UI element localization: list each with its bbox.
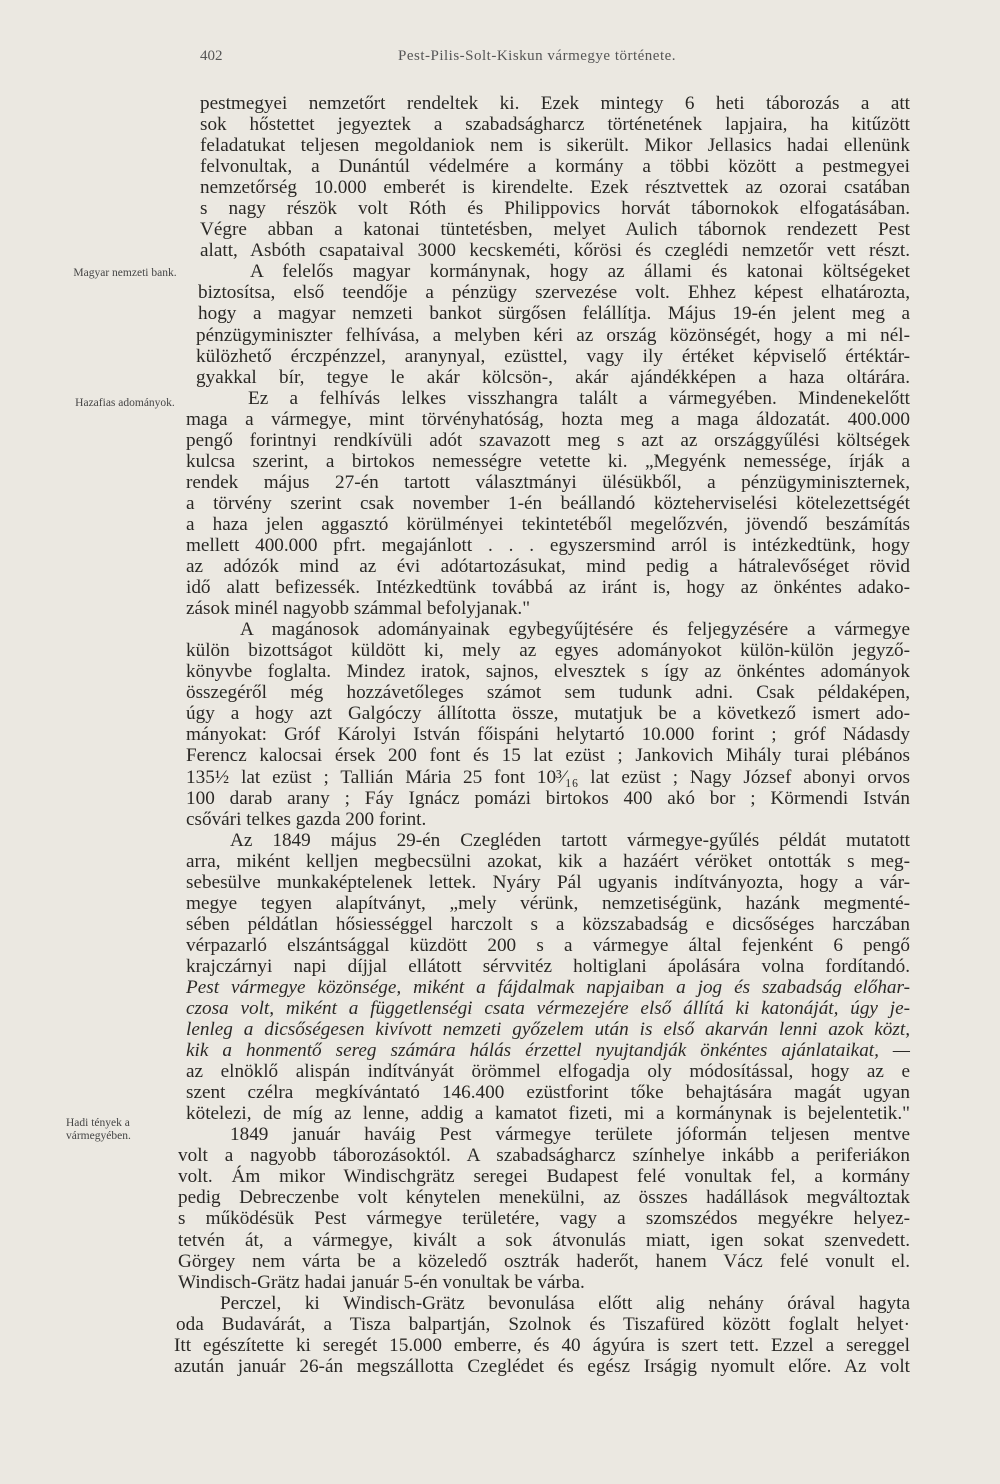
text-line: pénzügyminiszter felhívása, a melyben kéri az ország közönségét, hogy a mi nél-: [196, 324, 910, 346]
text-line: A felelős magyar kormánynak, hogy az állami és katonai költségeket: [250, 261, 910, 283]
text-line: nemzetőrség 10.000 emberét is kirendelte. Ezek résztvettek az ozorai csatában: [200, 177, 910, 199]
text-line: felvonultak, a Dunántúl védelmére a kormány a többi között a pestmegyei: [200, 156, 910, 178]
text-line: feladatukat teljesen megoldaniok nem is sikerült. Mikor Jellasics hadai ellenünk: [200, 135, 910, 157]
text-line: volt. Ám mikor Windischgrätz seregei Budapest felé vonultak fel, a kormány: [178, 1166, 910, 1188]
text-line: lenleg a dicsőségesen kivívott nemzeti győzelem után is első akarván lenni azok közt,: [186, 1019, 910, 1041]
text-line: könyvbe foglalta. Mindez iratok, sajnos, elvesztek s így az önkéntes adományok: [186, 661, 910, 683]
text-line: Ez a felhívás lelkes visszhangra talált a vármegyében. Mindenekelőtt: [248, 387, 910, 409]
page-number: 402: [200, 48, 223, 64]
text-line: Végre abban a katonai tüntetésben, melyet Aulich tábornok rendezett Pest: [200, 219, 910, 241]
text-line: 1849 január haváig Pest vármegye területe jóformán teljesen mentve: [230, 1124, 910, 1146]
text-line: sében példátlan hősiességgel harczolt s a közszabadság e dicsőséges harczában: [186, 913, 910, 935]
text-line: mányokat: Gróf Károlyi István főispáni helytartó 10.000 forint ; gróf Nádasdy: [186, 724, 910, 746]
text-line: zások minél nagyobb számmal befolyjanak.": [186, 598, 531, 620]
text-line: s nagy részök volt Róth és Philippovics horvát tábornokok elfogatásában.: [200, 198, 910, 220]
text-line: czosa volt, miként a függetlenségi csata vérmezejére első állítá ki katonáját, úgy je-: [186, 998, 910, 1020]
text-line: mellett 400.000 pfrt. megajánlott . . . egyszersmind arról is intézkedtünk, hogy: [186, 534, 910, 556]
margin-note-patriotic-donations: Hazafias adományok.: [75, 397, 175, 409]
body-text: [170, 93, 910, 1377]
text-line: csővári telkes gazda 200 forint.: [186, 808, 427, 830]
text-line: maga a vármegye, mint törvényhatóság, hozta meg a maga áldozatát. 400.000: [186, 408, 910, 430]
text-line: krajczárnyi napi díjjal ellátott sérvvitéz holtiglani ápolására volna fordítandó.: [186, 955, 910, 977]
margin-note-national-bank: Magyar nemzeti bank.: [73, 267, 177, 279]
text-line: idő alatt befizessék. Intézkedtünk továbbá az iránt is, hogy az önkéntes adako-: [186, 577, 910, 599]
text-line: Itt egészítette ki seregét 15.000 emberre, és 40 ágyúra is szert tett. Ezzel a sereggel: [174, 1334, 910, 1356]
text-line: Perczel, ki Windisch-Grätz bevonulása előtt alig nehány órával hagyta: [220, 1292, 910, 1314]
text-line: alatt, Asbóth csapataival 3000 kecskeméti, kőrösi és czeglédi nemzetőr vett részt.: [200, 240, 910, 262]
text-line: külözhető érczpénzzel, aranynyal, ezüsttel, vagy ily értéket képviselő értéktár-: [196, 345, 910, 367]
text-line: volt a nagyobb táborozásoktól. A szabadságharcz színhelye inkább a periferiákon: [178, 1145, 910, 1167]
text-line: Pest vármegye közönsége, miként a fájdalmak napjaiban a jog és szabadság előhar-: [186, 976, 910, 998]
text-line: hogy a magyar nemzeti bankot sürgősen felállítja. Május 19-én jelent meg a: [198, 303, 910, 325]
text-line: azután január 26-án megszállotta Czeglédet és egész Irságig nyomult előre. Az volt: [174, 1355, 910, 1377]
text-line: sebesülve munkaképtelenek lettek. Nyáry Pál ugyanis indítványozta, hogy a vár-: [186, 871, 910, 893]
text-line: összegéről még hozzávetőleges számot sem tudunk adni. Csak példaképen,: [186, 682, 910, 704]
text-line: pestmegyei nemzetőrt rendeltek ki. Ezek mintegy 6 heti táborozás a att: [200, 93, 910, 114]
text-line: kötelezi, de míg az lenne, addig a kamatot fizeti, mi a kormánynak is bejelentetik.": [186, 1103, 910, 1125]
text-line: az elnöklő alispán indítványát örömmel elfogadja oly módosítással, hogy az e: [186, 1061, 910, 1083]
text-line: Windisch-Grätz hadai január 5-én vonultak be várba.: [178, 1271, 585, 1293]
text-line: kulcsa szerint, a birtokos nemességre vetette ki. „Megyénk nemessége, írják a: [186, 450, 910, 472]
text-line: a haza jelen aggasztó körülményei tekintetéből megelőzvén, jövendő beszámítás: [186, 513, 910, 535]
running-title: Pest-Pilis-Solt-Kiskun vármegye története.: [398, 48, 677, 64]
text-line: tetvén át, a vármegye, kivált a sok átvonulás miatt, igen sokat szenvedett.: [178, 1229, 910, 1251]
text-line: vérpazarló elszántsággal küzdött 200 s a vármegye által fejenként 6 pengő: [186, 934, 910, 956]
text-line: Az 1849 május 29-én Czegléden tartott vármegye-gyűlés példát mutatott: [230, 829, 910, 851]
text-line: Ferencz kalocsai érsek 200 font és 15 lat ezüst ; Jankovich Mihály turai plébános: [186, 745, 910, 767]
text-line: a törvény szerint csak november 1-én beállandó közteherviselési kötelezettségét: [186, 492, 910, 514]
text-line: Görgey nem várta be a közeledő osztrák haderőt, hanem Vácz felé vonult el.: [178, 1250, 910, 1272]
text-line: gyakkal bír, tegye le akár kölcsön-, akár ajándékképen a haza oltárára.: [196, 366, 910, 388]
page-header: [200, 48, 920, 74]
text-line: úgy a hogy azt Galgóczy állította össze, mutatjuk be a következő ismert ado-: [186, 703, 910, 725]
text-line: pengő forintnyi rendkívüli adót szavazott meg s azt az országgyűlési költségek: [186, 429, 910, 451]
margin-note-military-events: Hadi tények a vármegyében.: [66, 1117, 131, 1142]
text-line: biztosítsa, első teendője a pénzügy szervezése volt. Ehhez képest elhatározta,: [198, 282, 910, 304]
text-line: külön bizottságot küldött ki, mely az egyes adományokot külön-külön jegyző-: [186, 640, 910, 662]
text-line: s működésük Pest vármegye területére, vagy a szomszédos megyékre helyez-: [178, 1208, 910, 1230]
text-line: megye tegyen alapítványt, „mely vérünk, nemzetiségünk, hazánk megmenté-: [186, 892, 910, 914]
text-line: arra, miként kelljen megbecsülni azokat, kik a hazáért véröket ontották s meg-: [186, 850, 910, 872]
text-line: oda Budavárát, a Tisza balpartján, Szolnok és Tiszafüred között foglalt helyet·: [176, 1313, 910, 1335]
text-line: rendek május 27-én tartott választmányi ülésükből, a pénzügyminiszternek,: [186, 471, 910, 493]
text-line: sok hőstettet jegyeztek a szabadságharcz történetének lapjaira, ha kitűzött: [200, 114, 910, 136]
text-line: kik a honmentő sereg számára hálás érzettel nyujtandják önkéntes ajánlataikat, —: [186, 1040, 910, 1062]
text-line: az adózók mind az évi adótartozásukat, mind pedig a hátralevőséget rövid: [186, 556, 910, 578]
text-line: 135½ lat ezüst ; Tallián Mária 25 font 10³⁄₁₆ lat ezüst ; Nagy József abonyi orvos: [186, 766, 910, 788]
text-line: A magánosok adományainak egybegyűjtésére és feljegyzésére a vármegye: [240, 619, 910, 641]
text-line: 100 darab arany ; Fáy Ignácz pomázi birtokos 400 akó bor ; Körmendi István: [186, 787, 910, 809]
text-line: pedig Debreczenbe volt kénytelen menekülni, az összes hadállások megváltoztak: [178, 1187, 910, 1209]
text-line: szent czélra megkívántató 146.400 ezüstforint tőke behajtására magát ugyan: [186, 1082, 910, 1104]
